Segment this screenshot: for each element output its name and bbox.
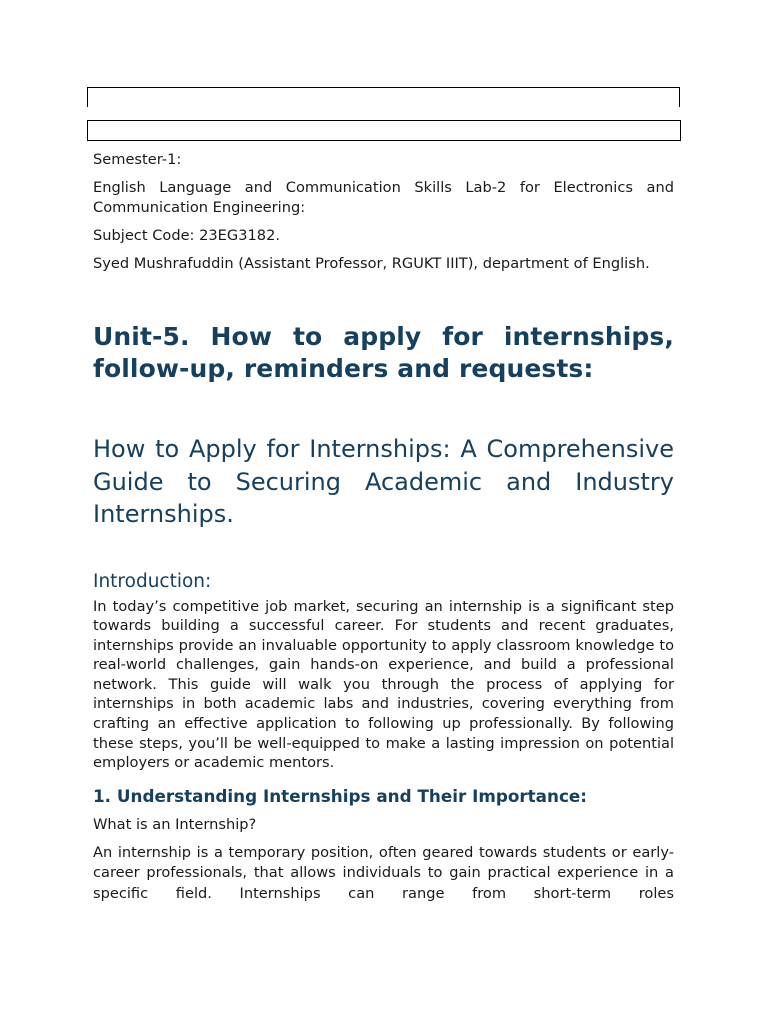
introduction-paragraph: In today’s competitive job market, securing an internship is a significant step towards building a successful career. For students and recent graduates, internships provide an invaluable opportunity to apply classroom knowledge to real-world challenges, gain hands-on experience, and build a professional network. This guide will walk you through the process of applying for internships in both academic labs and industries, covering everything from crafting an effective application to following up professionally. By following these steps, you’ll be well-equipped to make a lasting impression on potential employers or academic mentors. (93, 597, 674, 772)
subject-code-line: Subject Code: 23EG3182. (93, 227, 280, 244)
section-1-paragraph: An internship is a temporary position, often geared towards students or early-career professionals, that allows individuals to gain practical experience in a specific field. Internships can range from short-term roles (93, 843, 674, 902)
header-box-secondary (87, 120, 681, 141)
introduction-heading: Introduction: (93, 570, 212, 592)
document-body (93, 150, 674, 904)
author-line: Syed Mushrafuddin (Assistant Professor, RGUKT IIIT), department of English. (93, 255, 650, 272)
header-box (87, 87, 680, 107)
guide-title: How to Apply for Internships: A Comprehensive Guide to Securing Academic and Industry Internships. (93, 435, 674, 528)
section-1-heading: 1. Understanding Internships and Their Importance: (93, 785, 587, 806)
course-line: English Language and Communication Skills Lab-2 for Electronics and Communication Engineering: (93, 179, 674, 216)
semester-line: Semester-1: (93, 151, 182, 168)
unit-title: Unit-5. How to apply for internships, follow-up, reminders and requests: (93, 322, 674, 383)
section-1-question: What is an Internship? (93, 815, 257, 833)
